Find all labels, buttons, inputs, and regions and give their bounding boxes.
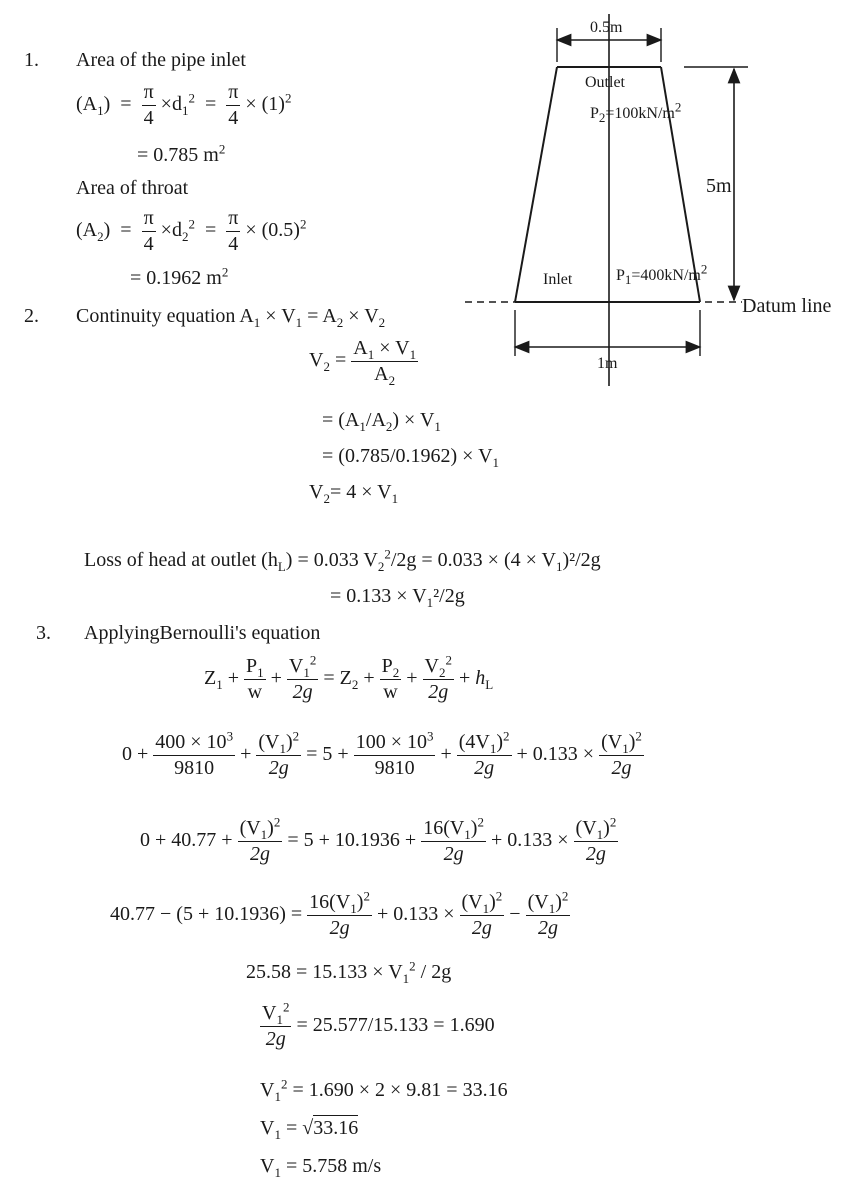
- a1-result: = 0.785 $m^2$: [137, 141, 226, 166]
- step3-number: 3.: [36, 622, 51, 644]
- bernoulli-equation: $Z_1$ + $\frac{P_1}{w}$ + $\frac{V_1^2}{2g}$ = $Z_2$ + $\frac{P_2}{w}$ + $\frac{V_2^2}{2g}$ + $h_L$: [204, 652, 494, 703]
- row-ratio: $\frac{V_1^2}{2g}$ = 25.577/15.133 = 1.690: [262, 999, 495, 1050]
- step3-heading: ApplyingBernoulli's equation: [84, 622, 321, 644]
- row-v1-sqrt: $V_1 = √33.16$: [260, 1117, 359, 1142]
- a2-result: = 0.1962 $m^2$: [130, 264, 229, 289]
- v2-numeric: = $(0.785/0.1962) \times V_1$: [322, 445, 500, 470]
- step1-heading: Area of the pipe inlet: [76, 49, 246, 71]
- step1-number: 1.: [24, 49, 39, 71]
- datum-label: Datum line: [742, 295, 832, 317]
- continuity-equation: Continuity equation $A_1 \times V_1 = A_2 \times V_2$: [76, 305, 386, 330]
- a1-equation: $(A_1)$ = $\frac{\pi}{4}$ $\times d_1^2$ = $\frac{\pi}{4}$ × $(1)^2$: [76, 81, 292, 129]
- throat-heading: Area of throat: [76, 177, 189, 199]
- loss-of-head-line1: Loss of head at outlet $(h_L) = 0.033$ $V_2^2/2g = 0.033 \times (4 \times V_1)^2/2g$: [84, 546, 601, 574]
- inlet-label: Inlet: [543, 271, 573, 288]
- p2-label: $P_2=100kN/m^2$: [590, 99, 682, 126]
- row-v1-result: $V_1 = 5.758$ m/s: [260, 1155, 382, 1180]
- bernoulli-substituted: 0 + $\frac{400 \times 10^3}{9810}$ + $\frac{(V_1)^2}{2g}$ = 5 + $\frac{100 \times 10^3}{9810}$ + $\frac{(4V_1)^2}{2g}$ + 0.133 × $\frac{(V_1)^2}{2g}$: [122, 728, 642, 779]
- step2-number: 2.: [24, 305, 39, 327]
- v2-result: $V_2= 4 \times V_1$: [309, 481, 399, 506]
- row-v1-squared: $V_1^2 = 1.690 \times 2 \times 9.81 = 33.16$: [260, 1076, 508, 1104]
- pipe-left-wall: [515, 67, 557, 302]
- bernoulli-simplified: 0 + 40.77 + $\frac{(V_1)^2}{2g}$ = 5 + 10.1936 + $\frac{16(V_1)^2}{2g}$ + 0.133 × $\frac{(V_1)^2}{2g}$: [140, 814, 617, 865]
- height-label: 5m: [706, 175, 732, 197]
- outlet-label: Outlet: [585, 74, 625, 91]
- v2-fraction: $V_2$ = $\frac{A_1 \times V_1}{A_2}$: [309, 337, 417, 388]
- bottom-width-label: 1m: [597, 355, 618, 372]
- p1-label: $P_1=400kN/m^2$: [616, 261, 708, 288]
- top-width-label: 0.5m: [590, 19, 623, 36]
- loss-of-head-line2: = $0.133 \times V_1^2/2g$: [330, 585, 465, 610]
- v2-ratio: = $(A_1/A_2) \times V_1$: [322, 409, 441, 434]
- bernoulli-rearranged: 40.77 − (5 + 10.1936) = $\frac{16(V_1)^2}{2g}$ + 0.133 × $\frac{(V_1)^2}{2g}$ − $\frac{(V_1)^2}{2g}$: [110, 888, 569, 939]
- row-25-58: $25.58 = 15.133 \times V_1^2 / 2g$: [246, 958, 452, 986]
- a2-equation: $(A_2)$ = $\frac{\pi}{4}$ $\times d_2^2$ = $\frac{\pi}{4}$ × $(0.5)^2$: [76, 207, 307, 255]
